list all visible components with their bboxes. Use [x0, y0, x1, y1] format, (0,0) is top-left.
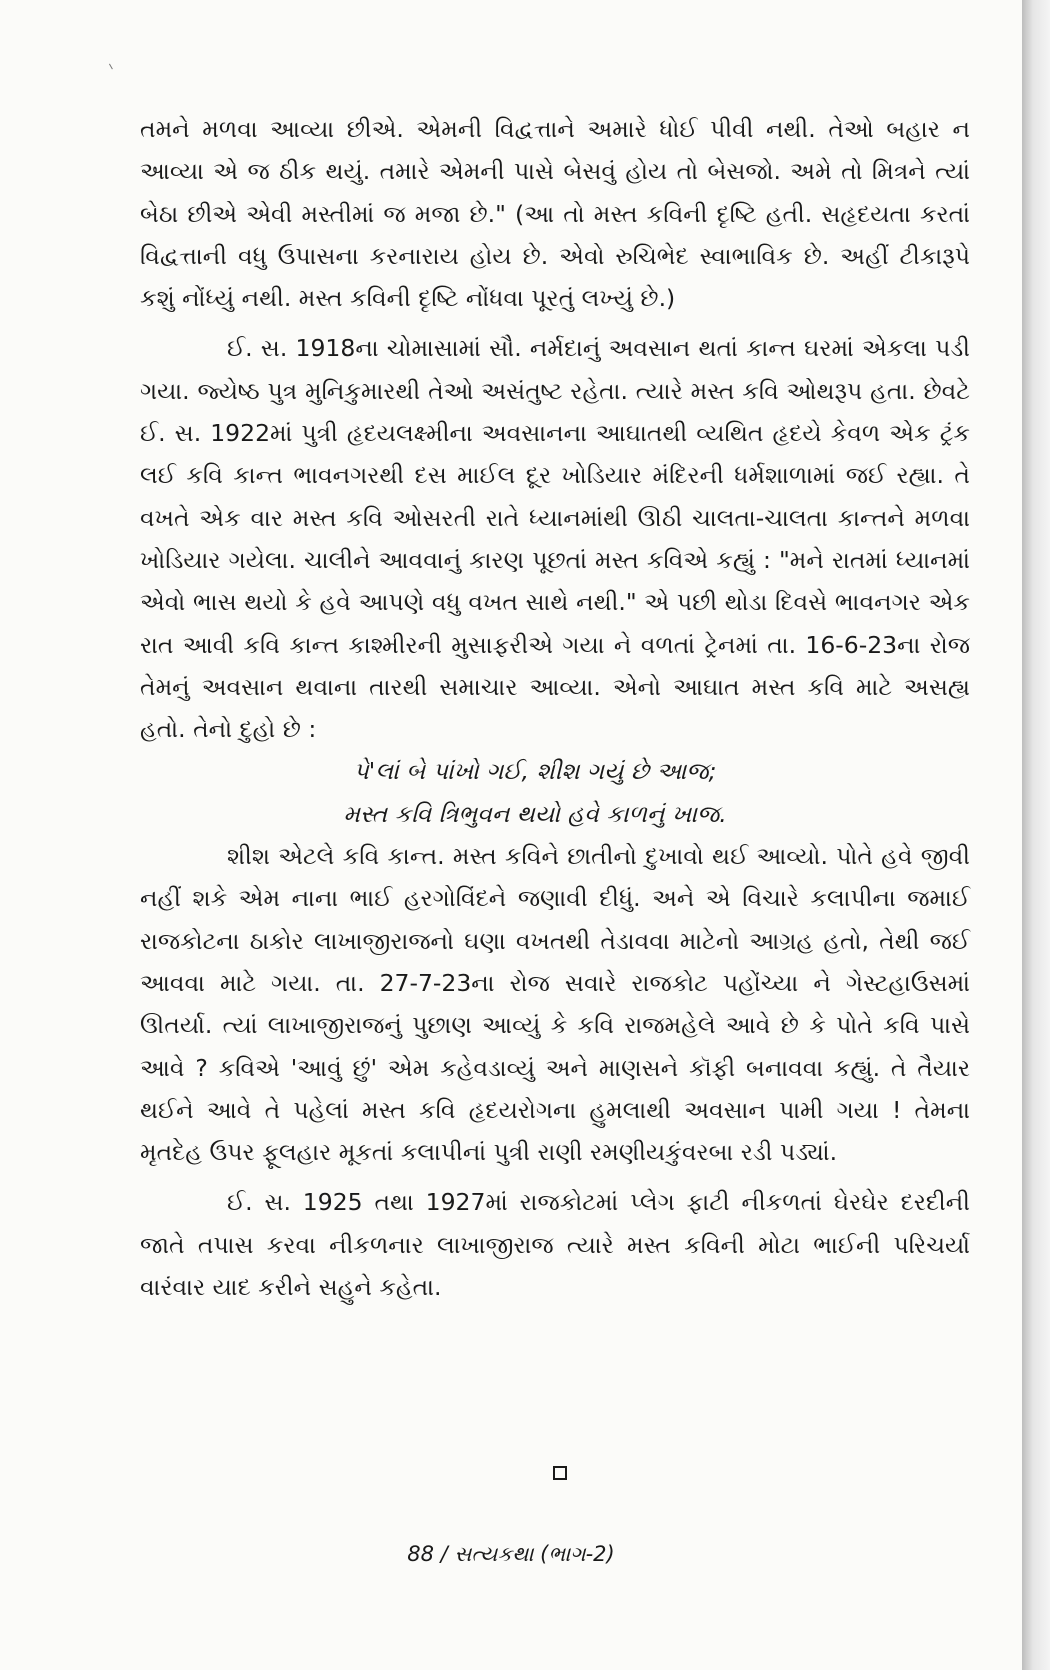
body-text: [140, 108, 970, 1308]
paragraph-shish: શીશ એટલે કવિ કાન્ત. મસ્ત કવિને છાતીનો દુખાવો થઈ આવ્યો. પોતે હવે જીવી નહીં શકે એમ નાના ભાઈ હરગોવિંદને જણાવી દીધું. અને એ વિચારે કલાપીના જમાઈ રાજકોટના ઠાકોર લાખાજીરાજનો ઘણા વખતથી તેડાવવા માટેનો આગ્રહ હતો, તેથી જઈ આવવા માટે ગયા. તા. 27-7-23ના રોજ સવારે રાજકોટ પહોંચ્યા ને ગેસ્ટહાઉસમાં ઊતર્યા. ત્યાં લાખાજીરાજનું પુછાણ આવ્યું કે કવિ રાજમહેલે આવે છે કે પોતે કવિ પાસે આવે ? કવિએ 'આવું છું' એમ કહેવડાવ્યું અને માણસને કૉફી બનાવવા કહ્યું. તે તૈયાર થઈને આવે તે પહેલાં મસ્ત કવિ હૃદયરોગના હુમલાથી અવસાન પામી ગયા ! તેમના મૃતદેહ ઉપર ફૂલહાર મૂકતાં કલાપીનાં પુત્રી રાણી રમણીયકુંવરબા રડી પડ્યાં.: [140, 842, 970, 1167]
paragraph-1918: ઈ. સ. 1918ના ચોમાસામાં સૌ. નર્મદાનું અવસાન થતાં કાન્ત ઘરમાં એકલા પડી ગયા. જ્યેષ્ઠ પુત્ર મુનિકુમારથી તેઓ અસંતુષ્ટ રહેતા. ત્યારે મસ્ત કવિ ઓથરૂપ હતા. છેવટે ઈ. સ. 1922માં પુત્રી હૃદયલક્ષ્મીના અવસાનના આઘાતથી વ્યથિત હૃદયે કેવળ એક ટ્રંક લઈ કવિ કાન્ત ભાવનગરથી દસ માઈલ દૂર ખોડિયાર મંદિરની ધર્મશાળામાં જઈ રહ્યા. તે વખતે એક વાર મસ્ત કવિ ઓસરતી રાતે ધ્યાનમાંથી ઊઠી ચાલતા-ચાલતા કાન્તને મળવા ખોડિયાર ગયેલા. ચાલીને આવવાનું કારણ પૂછતાં મસ્ત કવિએ કહ્યું : "મને રાતમાં ધ્યાનમાં એવો ભાસ થયો કે હવે આપણે વધુ વખત સાથે નથી." એ પછી થોડા દિવસે ભાવનગર એક રાત આવી કવિ કાન્ત કાશ્મીરની મુસાફરીએ ગયા ને વળતાં ટ્રેનમાં તા. 16-6-23ના રોજ તેમનું અવસાન થવાના તારથી સમાચાર આવ્યા. એનો આઘાત મસ્ત કવિ માટે અસહ્ય હતો. તેનો દુહો છે :: [140, 334, 970, 744]
page-footer: 88 / સત્યકથા (ભાગ-2): [407, 1542, 615, 1566]
page-mark: [109, 61, 118, 70]
couplet: [140, 750, 970, 835]
paragraph-1925: ઈ. સ. 1925 તથા 1927માં રાજકોટમાં પ્લેગ ફાટી નીકળતાં ઘેરઘેર દરદીની જાતે તપાસ કરવા નીકળનાર લાખાજીરાજ ત્યારે મસ્ત કવિની મોટા ભાઈની પરિચર્યા વારંવાર યાદ કરીને સહુને કહેતા.: [140, 1188, 970, 1302]
couplet-line-2: મસ્ત કવિ ત્રિભુવન થયો હવે કાળનું ખાજ.: [343, 799, 727, 828]
section-end-square-icon: [553, 1466, 567, 1480]
couplet-line-1: પે'લાં બે પાંખો ગઈ, શીશ ગયું છે આજ;: [353, 757, 717, 786]
page-edge-shadow: [1022, 0, 1050, 1670]
paragraph-continued: તમને મળવા આવ્યા છીએ. એમની વિદ્વત્તાને અમારે ધોઈ પીવી નથી. તેઓ બહાર ન આવ્યા એ જ ઠીક થયું. તમારે એમની પાસે બેસવું હોય તો બેસજો. અમે તો મિત્રને ત્યાં બેઠા છીએ એવી મસ્તીમાં જ મજા છે." (આ તો મસ્ત કવિની દૃષ્ટિ હતી. સહૃદયતા કરતાં વિદ્વત્તાની વધુ ઉપાસના કરનારાય હોય છે. એવો રુચિભેદ સ્વાભાવિક છે. અહીં ટીકારૂપે કશું નોંધ્યું નથી. મસ્ત કવિની દૃષ્ટિ નોંધવા પૂરતું લખ્યું છે.): [140, 115, 970, 313]
